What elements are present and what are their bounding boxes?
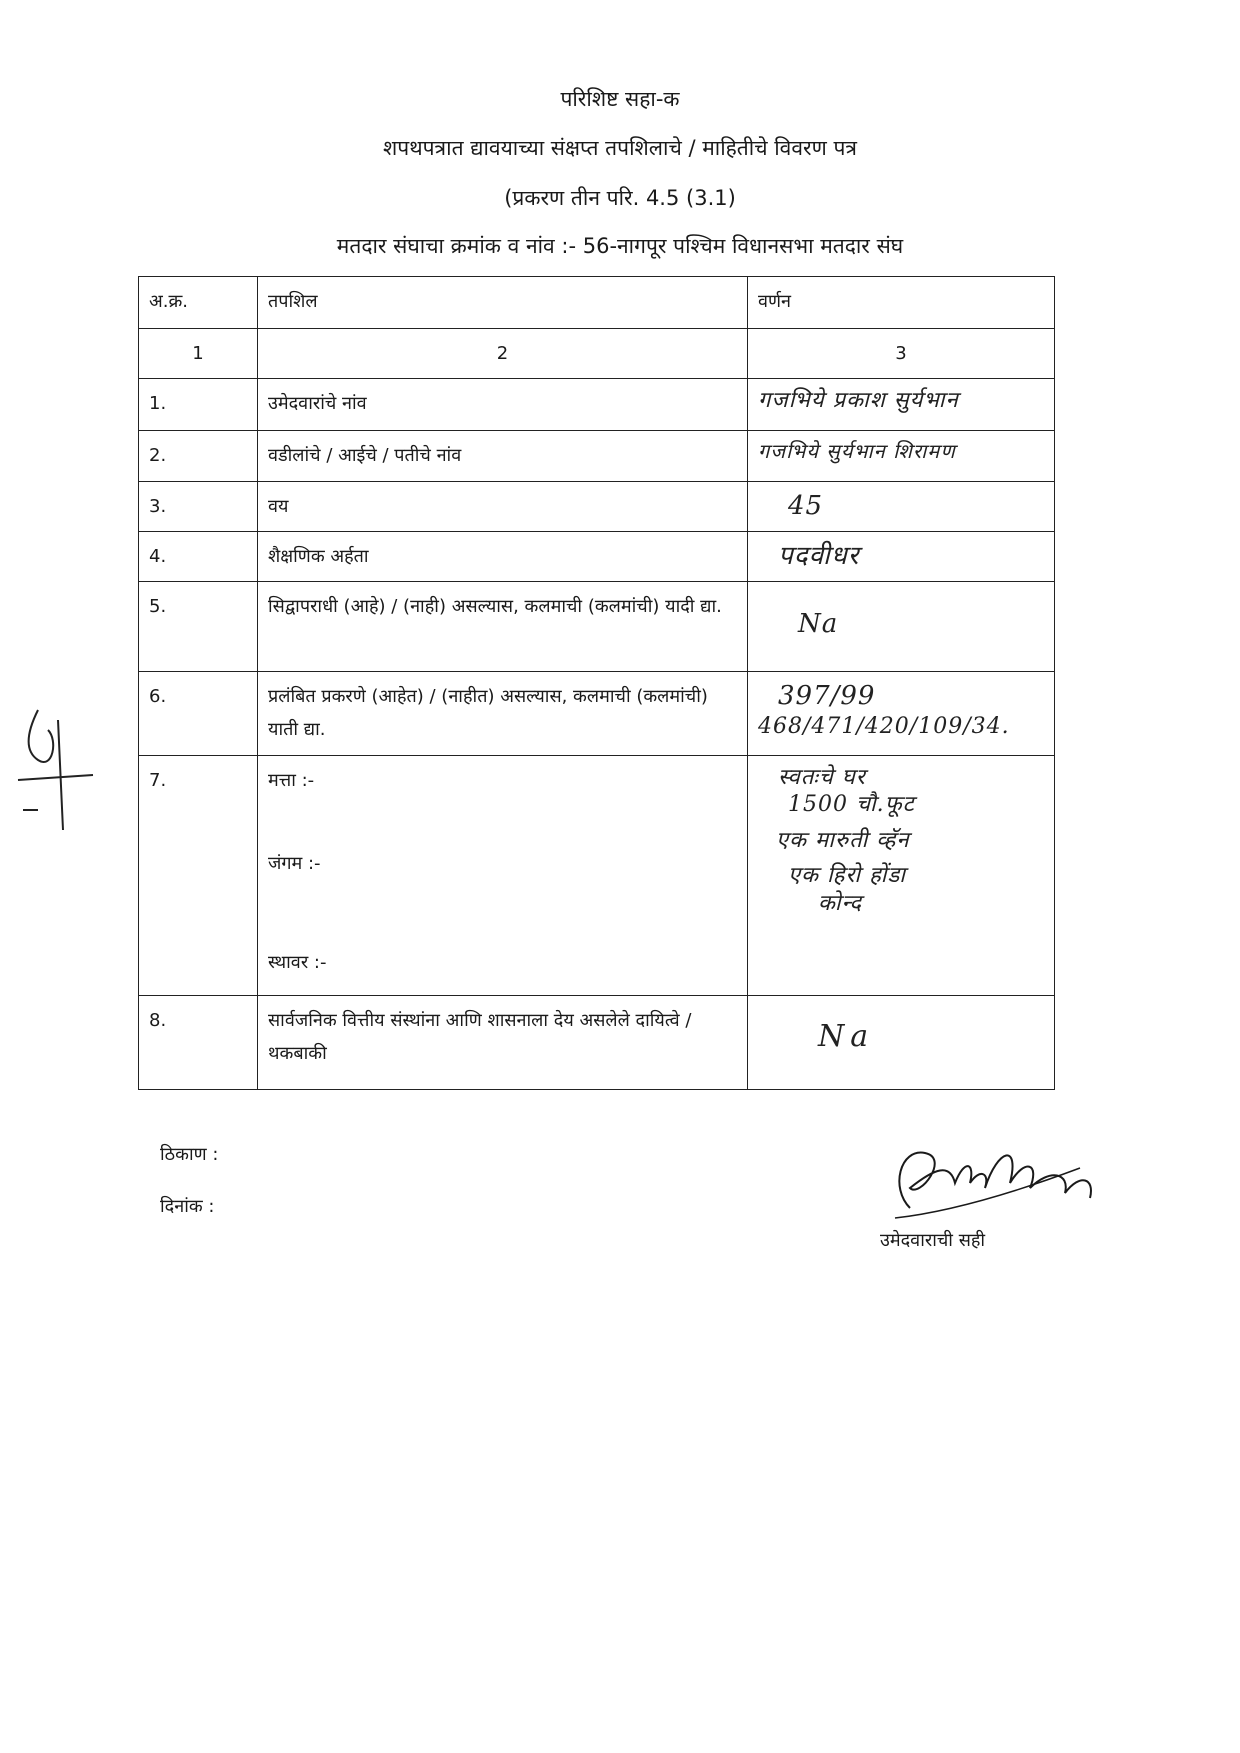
table-row	[139, 431, 1055, 481]
handwritten-value: कोन्द	[818, 890, 863, 916]
handwritten-value: 1500 चौ.फूट	[788, 792, 915, 818]
handwritten-value: 397/99	[778, 681, 876, 712]
handwritten-value: स्वतःचे घर	[778, 764, 866, 790]
column-number: 2	[258, 329, 748, 379]
annexure-title: परिशिष्ट सहा-क	[560, 87, 680, 111]
row-value	[748, 531, 1055, 581]
row-number: 3.	[139, 481, 258, 531]
details-table	[138, 276, 1055, 1090]
row-detail: उमेदवारांचे नांव	[258, 379, 748, 431]
assets-label: मत्ता :-	[268, 769, 315, 791]
handwritten-value: पदवीधर	[778, 540, 860, 571]
constituency-line: मतदार संघाचा क्रमांक व नांव :- 56-नागपूर पश्चिम विधानसभा मतदार संघ	[336, 234, 904, 258]
header-sno: अ.क्र.	[139, 277, 258, 329]
column-number-row	[139, 329, 1055, 379]
row-detail: प्रलंबित प्रकरणे (आहेत) / (नाहीत) असल्यास, कलमाची (कलमांची) याती द्या.	[258, 672, 748, 756]
handwritten-value: गजभिये प्रकाश सुर्यभान	[758, 388, 959, 414]
movable-label: जंगम :-	[268, 853, 321, 875]
row-number: 5.	[139, 582, 258, 672]
row-detail: सिद्वापराधी (आहे) / (नाही) असल्यास, कलमाची (कलमांची) यादी द्या.	[258, 582, 748, 672]
row-value	[748, 431, 1055, 481]
margin-handwritten-mark	[8, 700, 98, 840]
table-row	[139, 531, 1055, 581]
signature-image	[880, 1128, 1120, 1228]
handwritten-value: एक मारुती व्हॅन	[776, 827, 910, 853]
row-detail: वडीलांचे / आईचे / पतीचे नांव	[258, 431, 748, 481]
immovable-label: स्थावर :-	[268, 952, 327, 974]
handwritten-value: गजभिये सुर्यभान शिरामण	[758, 439, 956, 464]
row-detail: शैक्षणिक अर्हता	[258, 531, 748, 581]
handwritten-value: 45	[788, 490, 824, 521]
row-value	[748, 672, 1055, 756]
row-detail	[258, 755, 748, 995]
table-row	[139, 755, 1055, 995]
row-value	[748, 582, 1055, 672]
row-number: 7.	[139, 755, 258, 995]
row-value	[748, 481, 1055, 531]
handwritten-value: Na	[818, 1018, 875, 1054]
date-label: दिनांक :	[160, 1196, 215, 1217]
handwritten-value: Na	[798, 609, 839, 640]
table-row	[139, 481, 1055, 531]
header-description: वर्णन	[748, 277, 1055, 329]
form-title: शपथपत्रात द्यावयाच्या संक्षप्त तपशिलाचे / माहितीचे विवरण पत्र	[383, 136, 857, 160]
row-number: 8.	[139, 995, 258, 1089]
place-label: ठिकाण :	[160, 1144, 219, 1165]
row-detail: सार्वजनिक वित्तीय संस्थांना आणि शासनाला देय असलेले दायित्वे / थकबाकी	[258, 995, 748, 1089]
table-row	[139, 995, 1055, 1089]
column-number: 1	[139, 329, 258, 379]
table-row	[139, 379, 1055, 431]
column-number: 3	[748, 329, 1055, 379]
header-detail: तपशिल	[258, 277, 748, 329]
signature-label: उमेदवाराची सही	[880, 1230, 986, 1251]
row-detail: वय	[258, 481, 748, 531]
table-row	[139, 582, 1055, 672]
row-value	[748, 995, 1055, 1089]
table-row	[139, 672, 1055, 756]
row-number: 6.	[139, 672, 258, 756]
row-value	[748, 379, 1055, 431]
handwritten-value: एक हिरो होंडा	[788, 863, 906, 889]
row-number: 2.	[139, 431, 258, 481]
row-value	[748, 755, 1055, 995]
table-header-row	[139, 277, 1055, 329]
handwritten-value: 468/471/420/109/34.	[758, 713, 1010, 739]
row-number: 4.	[139, 531, 258, 581]
chapter-reference: (प्रकरण तीन परि. 4.5 (3.1)	[504, 186, 736, 210]
row-number: 1.	[139, 379, 258, 431]
